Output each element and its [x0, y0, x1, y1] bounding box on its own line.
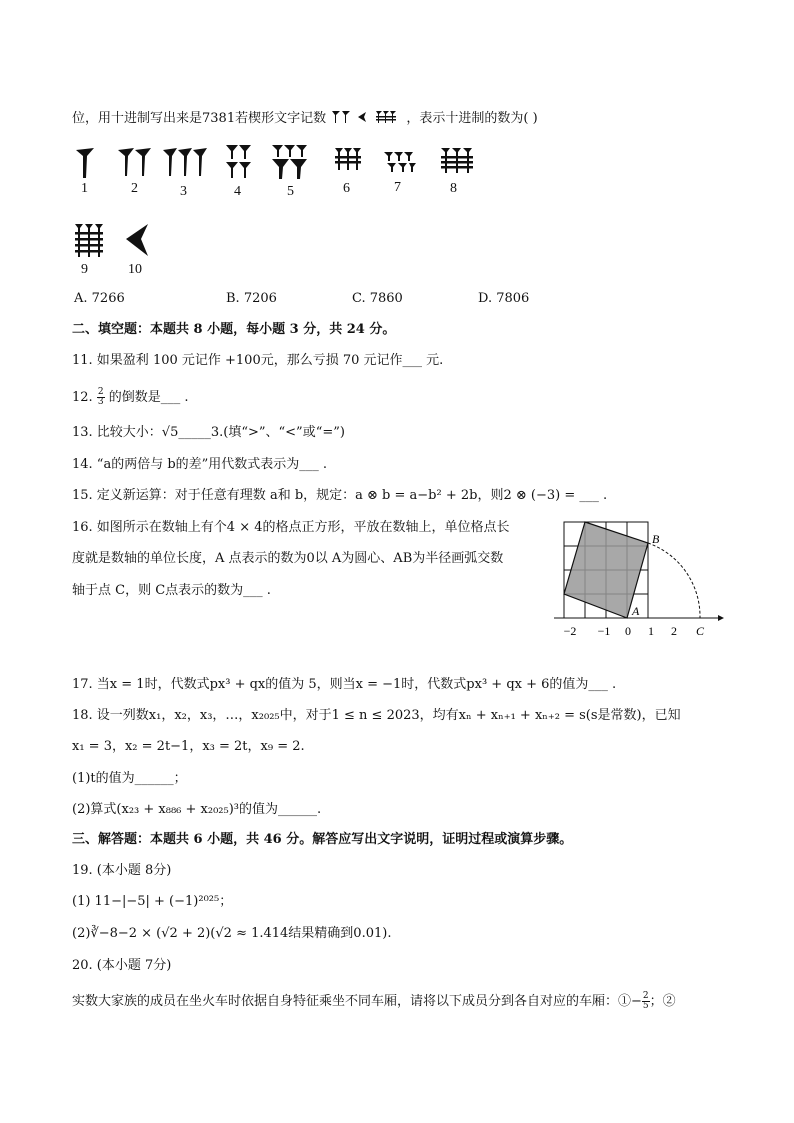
q19-part-1: (1) 11−|−5| + (−1)²⁰²⁵；	[72, 894, 233, 909]
q18-part-1: (1)t的值为______；	[72, 771, 187, 786]
cuneiform-inline-icon	[330, 109, 402, 125]
cuneiform-number-1: 1	[81, 181, 88, 196]
cuneiform-number-9: 9	[81, 262, 88, 277]
q14-text: 14. “a的两倍与 b的差”用代数式表示为___ .	[72, 457, 328, 472]
cuneiform-1-icon	[74, 146, 98, 180]
q20-tail: ；②	[649, 994, 676, 1009]
tick-label-neg1: −1	[597, 624, 611, 638]
cuneiform-8-icon	[440, 146, 474, 176]
q10-stem	[72, 109, 538, 128]
q19-title: 19. (本小题 8分)	[72, 863, 172, 878]
q12-fraction	[97, 388, 105, 407]
cuneiform-number-6: 6	[343, 181, 350, 196]
q18-line-2: x₁ = 3，x₂ = 2t−1，x₃ = 2t，x₉ = 2.	[72, 739, 305, 754]
q10-stem-text: 位，用十进制写出来是7381若楔形文字记数	[72, 111, 327, 126]
q19-part-2: (2)∛−8−2 × (√2 + 2)(√2 ≈ 1.414结果精确到0.01).	[72, 926, 392, 941]
q20-body	[72, 992, 676, 1011]
tick-label-0: 0	[625, 624, 631, 638]
q16-figure	[552, 516, 728, 642]
q16-line-3: 轴于点 C，则 C点表示的数为___ .	[72, 583, 271, 598]
point-a-label: A	[632, 604, 640, 618]
tick-label-1: 1	[648, 624, 654, 638]
axis-arrow	[718, 615, 724, 621]
q20-title: 20. (本小题 7分)	[72, 958, 172, 973]
cuneiform-5-icon	[270, 143, 310, 181]
cuneiform-7-icon	[383, 150, 417, 174]
cuneiform-number-10: 10	[128, 262, 142, 277]
option-c: C. 7860	[352, 291, 403, 306]
cuneiform-6-icon	[334, 146, 362, 174]
q12-denominator: 3	[97, 397, 104, 407]
q20-frac-den: 5	[642, 1001, 649, 1011]
q16-line-2: 度就是数轴的单位长度，A 点表示的数为0以 A为圆心、AB为半径画弧交数	[72, 551, 504, 566]
q12	[72, 388, 188, 407]
q15-text: 15. 定义新运算：对于任意有理数 a和 b，规定：a ⊗ b = a−b² + 2b，则2 ⊗ (−3) = ___ .	[72, 488, 608, 503]
q12-prefix: 12.	[72, 390, 97, 405]
cuneiform-number-2: 2	[131, 181, 138, 196]
cuneiform-3-icon	[162, 146, 210, 180]
section3-heading: 三、解答题：本题共 6 小题，共 46 分。解答应写出文字说明，证明过程或演算步骤。	[72, 832, 573, 847]
option-d: D. 7806	[478, 291, 530, 306]
q20-frac-num: 2	[642, 991, 649, 1001]
cuneiform-4-icon	[224, 143, 254, 181]
option-a: A. 7266	[74, 291, 125, 306]
cuneiform-number-4: 4	[234, 184, 241, 199]
arc	[648, 543, 700, 618]
option-b: B. 7206	[226, 291, 277, 306]
cuneiform-number-8: 8	[450, 181, 457, 196]
cuneiform-9-icon	[74, 222, 104, 260]
tick-label-2: 2	[671, 624, 677, 638]
q18-part-2: (2)算式(x₂₃ + x₈₈₆ + x₂₀₂₅)³的值为______.	[72, 802, 322, 817]
cuneiform-2-icon	[117, 146, 153, 180]
cuneiform-10-icon	[124, 222, 150, 258]
tick-label-neg2: −2	[563, 624, 577, 638]
q16-line-1: 16. 如图所示在数轴上有个4 × 4的格点正方形，平放在数轴上，单位格点长	[72, 520, 510, 535]
cuneiform-number-5: 5	[287, 184, 294, 199]
q11-text: 11. 如果盈利 100 元记作 +100元，那么亏损 70 元记作___ 元.	[72, 353, 444, 368]
q20-fraction	[642, 992, 650, 1011]
q12-numerator: 2	[97, 387, 104, 397]
cuneiform-number-3: 3	[180, 184, 187, 199]
section2-heading: 二、填空题：本题共 8 小题，每小题 3 分，共 24 分。	[72, 322, 396, 337]
q10-stem-tail: ，表示十进制的数为( )	[406, 111, 538, 126]
point-b-label: B	[652, 532, 660, 546]
q12-suffix: 的倒数是___ .	[108, 390, 189, 405]
point-c-label: C	[695, 624, 705, 638]
q20-body-text: 实数大家族的成员在坐火车时依据自身特征乘坐不同车厢，请将以下成员分到各自对应的车厢：①−	[72, 994, 642, 1009]
q18-line-1: 18. 设一列数x₁，x₂，x₃，…，x₂₀₂₅中，对于1 ≤ n ≤ 2023，均有xₙ + xₙ₊₁ + xₙ₊₂ = s(s是常数)，已知	[72, 708, 681, 723]
q17-text: 17. 当x = 1时，代数式px³ + qx的值为 5，则当x = −1时，代数式px³ + qx + 6的值为___ .	[72, 677, 617, 692]
cuneiform-number-7: 7	[394, 180, 401, 195]
q13-text: 13. 比较大小：√5_____3.(填“>”、“<”或“=”)	[72, 425, 345, 440]
